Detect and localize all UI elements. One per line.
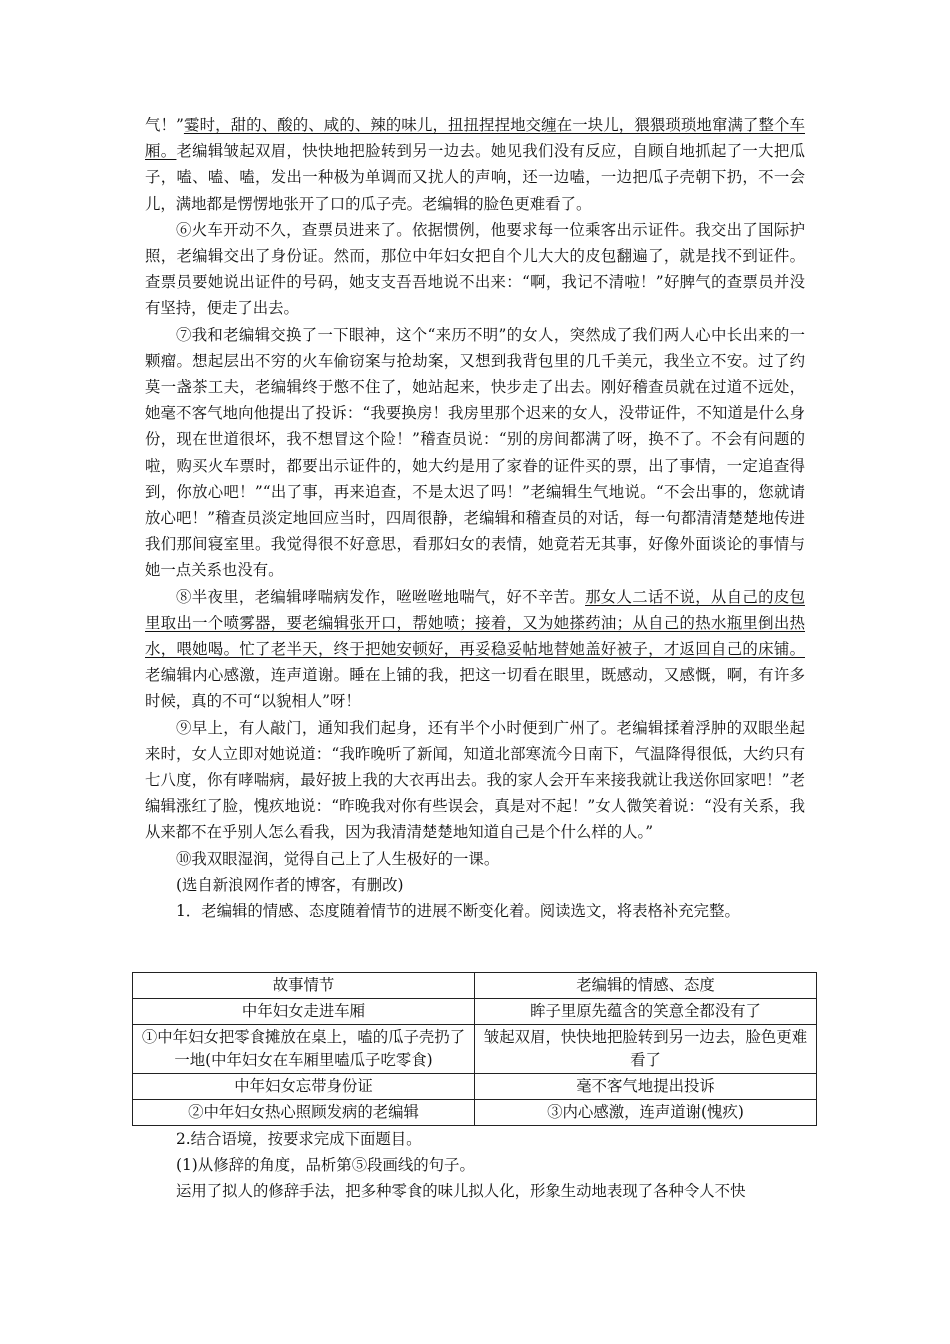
paragraph-5: 气！”霎时，甜的、酸的、咸的、辣的味儿，扭扭捏捏地交缠在一块儿，猥猥琐琐地窜满了整个车厢。老编辑皱起双眉，快快地把脸转到另一边去。她见我们没有反应，自顾自地抓起了一大把瓜子，嗑、嗑、嗑，发出一种极为单调而又扰人的声响，还一边嗑，一边把瓜子壳朝下扔，不一会儿，满地都是愣愣地张开了口的瓜子壳。老编辑的脸色更难看了。 (145, 116, 805, 213)
table-row (133, 1100, 817, 1126)
question-2-answer: 运用了拟人的修辞手法，把多种零食的味儿拟人化，形象生动地表现了各种令人不快 (176, 1182, 746, 1201)
table-cell: 毫不客气地提出投诉 (475, 1074, 817, 1100)
question-2-block (145, 1126, 805, 1205)
paragraph-9: ⑨早上，有人敲门，通知我们起身，还有半个小时便到广州了。老编辑揉着浮肿的双眼坐起来时，女人立即对她说道：“我昨晚听了新闻，知道北部寒流今日南下，气温降得很低，大约只有七八度，你有哮喘病，最好披上我的大衣再出去。我的家人会开车来接我就让我送你回家吧！”老编辑涨红了脸，愧疚地说：“昨晚我对你有些误会，真是对不起！”女人微笑着说：“没有关系，我从来都不在乎别人怎么看我，因为我清清楚楚地知道自己是个什么样的人。” (145, 718, 805, 842)
answer-table (132, 972, 817, 1126)
paragraph-10: ⑩我双眼湿润，觉得自己上了人生极好的一课。 (176, 849, 500, 868)
table-header: 老编辑的情感、态度 (475, 973, 817, 999)
underlined-sentence-8: 那女人二话不说，从自己的皮包里取出一个喷雾器，要老编辑张开口，帮她喷；接着，又为她搽药油；从自己的热水瓶里倒出热水，喂她喝。忙了老半天，终于把她安顿好，再妥稳妥帖地替她盖好被子，才返回自己的床铺。 (145, 587, 805, 659)
table-cell: ①中年妇女把零食摊放在桌上，嗑的瓜子壳扔了一地(中年妇女在车厢里嗑瓜子吃零食) (133, 1025, 475, 1074)
table-header-row (133, 973, 817, 999)
table-cell: ②中年妇女热心照顾发病的老编辑 (133, 1100, 475, 1126)
table-cell: 皱起双眉，快快地把脸转到另一边去，脸色更难看了 (475, 1025, 817, 1074)
table-cell: 眸子里原先蕴含的笑意全都没有了 (475, 999, 817, 1025)
table-cell: ③内心感激，连声道谢(愧疚) (475, 1100, 817, 1126)
table-cell: 中年妇女忘带身份证 (133, 1074, 475, 1100)
table-row (133, 999, 817, 1025)
paragraph-6: ⑥火车开动不久，查票员进来了。依据惯例，他要求每一位乘客出示证件。我交出了国际护照，老编辑交出了身份证。然而，那位中年妇女把自个儿大大的皮包翻遍了，就是找不到证件。查票员要她说出证件的号码，她支支吾吾地说不出来：“啊，我记不清啦！”好脾气的查票员并没有坚持，便走了出去。 (145, 220, 805, 318)
table-row (133, 1025, 817, 1074)
underlined-sentence-5: 霎时，甜的、酸的、咸的、辣的味儿，扭扭捏捏地交缠在一块儿，猥猥琐琐地窜满了整个车厢。 (145, 116, 805, 161)
table-header: 故事情节 (133, 973, 475, 999)
question-2-title: 2.结合语境，按要求完成下面题目。 (176, 1130, 422, 1148)
question-1: 1．老编辑的情感、态度随着情节的进展不断变化着。阅读选文，将表格补充完整。 (176, 902, 740, 921)
table-cell: 中年妇女走进车厢 (133, 999, 475, 1025)
article-body (145, 112, 805, 924)
source-note: (选自新浪网作者的博客，有删改) (176, 875, 404, 894)
paragraph-8: ⑧半夜里，老编辑哮喘病发作，咝咝咝地喘气，好不辛苦。那女人二话不说，从自己的皮包里取出一个喷雾器，要老编辑张开口，帮她喷；接着，又为她搽药油；从自己的热水瓶里倒出热水，喂她喝。忙了老半天，终于把她安顿好，再妥稳妥帖地替她盖好被子，才返回自己的床铺。老编辑内心感激，连声道谢。睡在上铺的我，把这一切看在眼里，既感动，又感慨，啊，有许多时候，真的不可“以貌相人”呀！ (145, 587, 805, 711)
paragraph-7: ⑦我和老编辑交换了一下眼神，这个“来历不明”的女人，突然成了我们两人心中长出来的一颗瘤。想起层出不穷的火车偷窃案与抢劫案，又想到我背包里的几千美元，我坐立不安。过了约莫一盏茶工夫，老编辑终于憋不住了，她站起来，快步走了出去。刚好稽查员就在过道不远处，她毫不客气地向他提出了投诉：“我要换房！我房里那个迟来的女人，没带证件，不知道是什么身份，现在世道很坏，我不想冒这个险！”稽查员说：“别的房间都满了呀，换不了。不会有问题的啦，购买火车票时，都要出示证件的，她大约是用了家眷的证件买的票，出了事情，一定追查得到，你放心吧！”“出了事，再来追查，不是太迟了吗！”老编辑生气地说。“不会出事的，您就请放心吧！”稽查员淡定地回应当时，四周很静，老编辑和稽查员的对话，每一句都清清楚楚地传进我们那间寝室里。我觉得很不好意思，看那妇女的表情，她竟若无其事，好像外面谈论的事情与她一点关系也没有。 (145, 325, 805, 580)
table-row (133, 1074, 817, 1100)
question-2-sub1: (1)从修辞的角度，品析第⑤段画线的句子。 (176, 1156, 475, 1175)
